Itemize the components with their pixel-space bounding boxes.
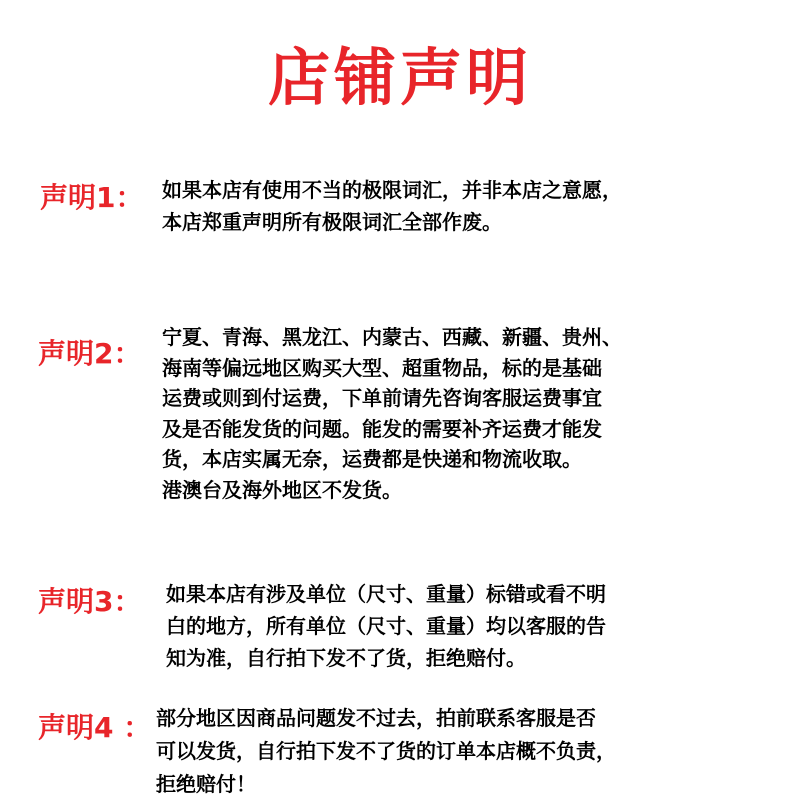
statement-line: 如果本店有使用不当的极限词汇，并非本店之意愿， — [162, 178, 622, 202]
statement-line: 白的地方，所有单位（尺寸、重量）均以客服的告 — [166, 614, 606, 638]
statement-label: 声明2： — [38, 337, 142, 370]
statement-line: 货，本店实属无奈，运费都是快递和物流收取。 — [162, 447, 582, 471]
statement-body — [162, 322, 622, 505]
statement-line: 如果本店有涉及单位（尺寸、重量）标错或看不明 — [166, 582, 606, 606]
statement-line: 可以发货，自行拍下发不了货的订单本店概不负责， — [156, 739, 616, 763]
statement-line: 运费或则到付运费，下单前请先咨询客服运费事宜 — [162, 386, 602, 410]
statement-label: 声明3： — [38, 585, 142, 618]
statement-body — [156, 702, 616, 801]
statement-line: 本店郑重声明所有极限词汇全部作废。 — [162, 210, 502, 234]
statement-body — [162, 174, 622, 238]
statement-label: 声明1： — [40, 181, 144, 214]
statement-line: 港澳台及海外地区不发货。 — [162, 477, 402, 502]
page-title: 店铺声明 — [267, 41, 532, 114]
statement-line: 拒绝赔付！ — [156, 772, 256, 796]
statement-line: 及是否能发货的问题。能发的需要补齐运费才能发 — [162, 416, 602, 441]
statement-line: 海南等偏远地区购买大型、超重物品，标的是基础 — [162, 355, 602, 380]
statement-line: 部分地区因商品问题发不过去，拍前联系客服是否 — [156, 706, 596, 730]
statement-line: 知为准，自行拍下发不了货，拒绝赔付。 — [166, 646, 526, 670]
statement-label: 声明4 ： — [38, 711, 152, 744]
statement-body — [166, 578, 606, 674]
statement-line: 宁夏、青海、黑龙江、内蒙古、西藏、新疆、贵州、 — [162, 325, 622, 349]
